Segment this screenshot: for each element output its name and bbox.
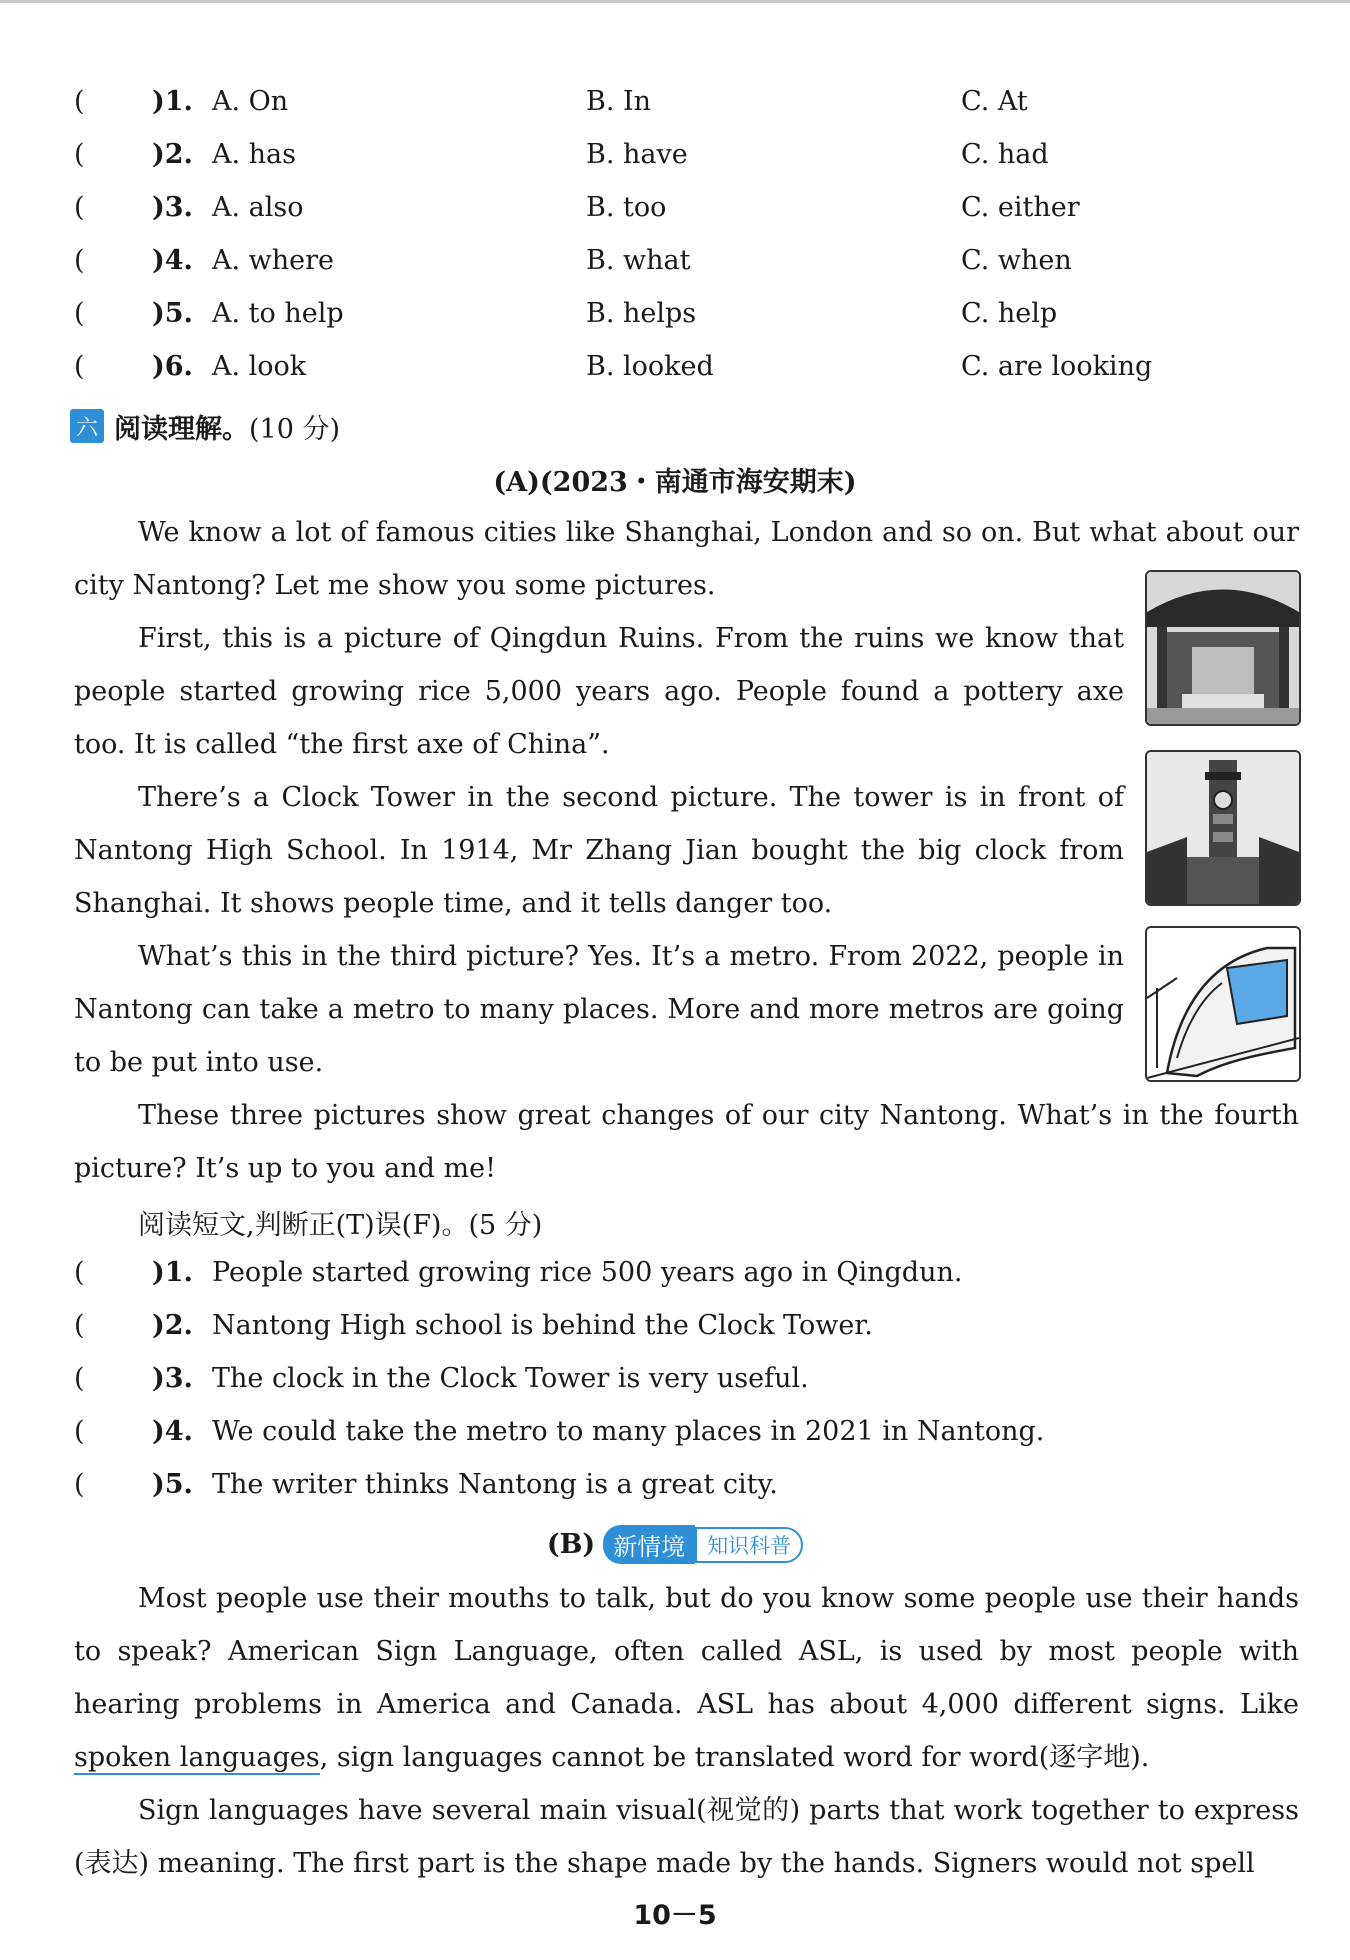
statement-text: The clock in the Clock Tower is very useful. xyxy=(212,1363,809,1394)
answer-blank[interactable]: ( xyxy=(74,1363,85,1394)
option-b: B. have xyxy=(586,139,688,170)
tf-row xyxy=(74,1416,1314,1456)
option-b: B. what xyxy=(586,245,691,276)
question-number: )4. xyxy=(152,245,193,276)
paragraph-text: What’s this in the third picture? Yes. It’s a metro. From 2022, people in Nantong can take a metro to many places. More and more metros are going to be put into use. xyxy=(74,941,1124,1078)
option-a: A. also xyxy=(212,192,304,223)
tf-row xyxy=(74,1469,1314,1509)
option-b: B. too xyxy=(586,192,667,223)
paragraph xyxy=(74,1572,1299,1784)
option-a: A. On xyxy=(212,86,289,117)
question-number: )2. xyxy=(152,139,193,170)
option-c: C. when xyxy=(961,245,1072,276)
option-b: B. helps xyxy=(586,298,697,329)
statement-text: The writer thinks Nantong is a great city. xyxy=(212,1469,778,1500)
mcq-row xyxy=(74,298,1314,338)
paragraph xyxy=(74,506,1299,612)
paragraph-text: , sign languages cannot be translated word for word(逐字地). xyxy=(319,1742,1150,1773)
answer-blank[interactable]: ( xyxy=(74,1469,85,1500)
option-a: A. has xyxy=(212,139,297,170)
top-border xyxy=(0,0,1350,3)
option-b: B. In xyxy=(586,86,652,117)
answer-blank[interactable]: ( xyxy=(74,86,85,117)
underlined-phrase: spoken languages xyxy=(74,1742,320,1773)
paragraph xyxy=(74,771,1124,930)
statement-text: We could take the metro to many places in 2021 in Nantong. xyxy=(212,1416,1045,1447)
answer-blank[interactable]: ( xyxy=(74,351,85,382)
statement-text: Nantong High school is behind the Clock Tower. xyxy=(212,1310,873,1341)
option-c: C. At xyxy=(961,86,1028,117)
section-badge: 六 xyxy=(70,409,104,443)
part-b-heading xyxy=(0,1525,1350,1564)
paragraph xyxy=(74,1089,1299,1195)
answer-blank[interactable]: ( xyxy=(74,1310,85,1341)
option-a: A. where xyxy=(212,245,335,276)
mcq-row xyxy=(74,351,1314,391)
mcq-row xyxy=(74,245,1314,285)
answer-blank[interactable]: ( xyxy=(74,298,85,329)
tf-row xyxy=(74,1257,1314,1297)
part-a-heading: (A)(2023・南通市海安期末) xyxy=(493,467,857,498)
page-number: 10－5 xyxy=(633,1900,717,1931)
option-c: C. help xyxy=(961,298,1058,329)
question-number: )3. xyxy=(152,1363,193,1394)
option-c: C. had xyxy=(961,139,1049,170)
paragraph-text: Most people use their mouths to talk, but do you know some people use their hands to speak? American Sign Language, often called ASL, is used by most people with hearing problems in America and Canada. ASL has about 4,000 different signs. Like xyxy=(74,1583,1299,1720)
context-subtag: 知识科普 xyxy=(695,1527,803,1563)
metro-train-icon xyxy=(1145,926,1301,1082)
statement-text: People started growing rice 500 years ago in Qingdun. xyxy=(212,1257,963,1288)
paragraph-text: We know a lot of famous cities like Shanghai, London and so on. But what about our city Nantong? Let me show you some pictures. xyxy=(74,517,1299,601)
paragraph xyxy=(74,1784,1299,1890)
option-b: B. looked xyxy=(586,351,714,382)
answer-blank[interactable]: ( xyxy=(74,1416,85,1447)
answer-blank[interactable]: ( xyxy=(74,245,85,276)
question-number: )5. xyxy=(152,1469,193,1500)
option-c: C. either xyxy=(961,192,1080,223)
section-score: (10 分) xyxy=(249,413,341,445)
paragraph-text: There’s a Clock Tower in the second picture. The tower is in front of Nantong High School. In 1914, Mr Zhang Jian bought the big clock from Shanghai. It shows people time, and it tells danger too. xyxy=(74,782,1124,919)
instruction-text: 阅读短文,判断正(T)误(F)。(5 分) xyxy=(138,1210,543,1241)
context-tag: 新情境 xyxy=(603,1525,695,1564)
mcq-row xyxy=(74,192,1314,232)
tf-row xyxy=(74,1310,1314,1350)
question-number: )1. xyxy=(152,86,193,117)
question-number: )1. xyxy=(152,1257,193,1288)
section-header xyxy=(70,406,340,446)
option-c: C. are looking xyxy=(961,351,1153,382)
mcq-row xyxy=(74,86,1314,126)
option-a: A. look xyxy=(212,351,307,382)
clock-tower-photo xyxy=(1145,750,1301,906)
question-number: )6. xyxy=(152,351,193,382)
mcq-row xyxy=(74,139,1314,179)
part-b-label: (B) xyxy=(546,1529,596,1560)
answer-blank[interactable]: ( xyxy=(74,139,85,170)
answer-blank[interactable]: ( xyxy=(74,192,85,223)
paragraph xyxy=(74,612,1124,771)
paragraph-text: First, this is a picture of Qingdun Ruins. From the ruins we know that people started growing rice 5,000 years ago. People found a pottery axe too. It is called “the first axe of China”. xyxy=(74,623,1124,760)
paragraph-text: These three pictures show great changes of our city Nantong. What’s in the fourth picture? It’s up to you and me! xyxy=(74,1100,1299,1184)
answer-blank[interactable]: ( xyxy=(74,1257,85,1288)
question-number: )4. xyxy=(152,1416,193,1447)
section-title: 阅读理解。 xyxy=(114,413,249,445)
option-a: A. to help xyxy=(212,298,344,329)
paragraph-text: Sign languages have several main visual(视觉的) parts that work together to express (表达) meaning. The first part is the shape made by the hands. Signers would not spell xyxy=(74,1795,1299,1879)
paragraph xyxy=(74,930,1124,1089)
question-number: )5. xyxy=(152,298,193,329)
tf-row xyxy=(74,1363,1314,1403)
question-number: )2. xyxy=(152,1310,193,1341)
ruins-photo xyxy=(1145,570,1301,726)
question-number: )3. xyxy=(152,192,193,223)
